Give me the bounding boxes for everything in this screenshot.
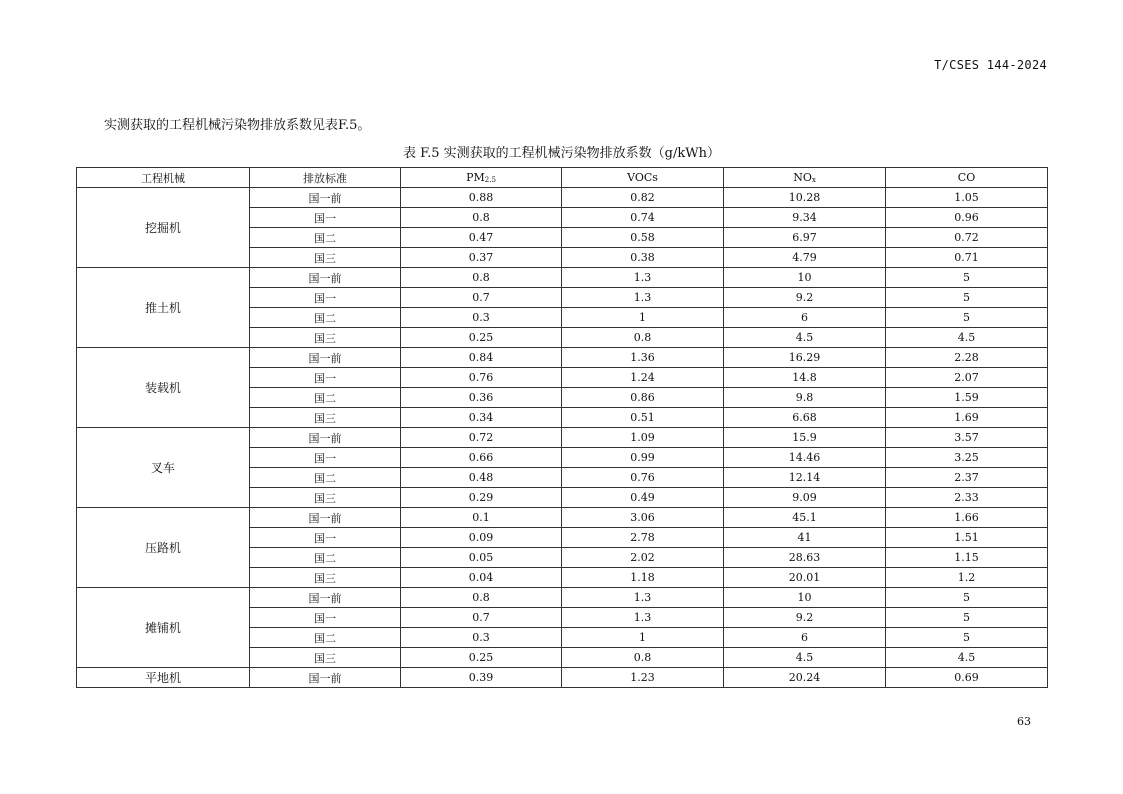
table-row (77, 428, 1048, 448)
vocs-cell: 0.38 (562, 248, 724, 268)
standard-cell: 国一 (250, 208, 401, 228)
nox-cell: 14.46 (724, 448, 886, 468)
vocs-cell: 0.8 (562, 328, 724, 348)
standard-cell: 国二 (250, 628, 401, 648)
header-co: CO (886, 168, 1048, 188)
table-row (77, 188, 1048, 208)
pm25-cell: 0.84 (401, 348, 562, 368)
machine-cell: 压路机 (77, 508, 250, 588)
pm25-cell: 0.09 (401, 528, 562, 548)
standard-cell: 国一前 (250, 428, 401, 448)
vocs-cell: 1.24 (562, 368, 724, 388)
pm25-cell: 0.05 (401, 548, 562, 568)
machine-cell: 推土机 (77, 268, 250, 348)
nox-cell: 6.97 (724, 228, 886, 248)
nox-cell: 10 (724, 588, 886, 608)
header-pm25-sub: 2.5 (484, 176, 496, 184)
header-nox (724, 168, 886, 188)
standard-cell: 国三 (250, 568, 401, 588)
pm25-cell: 0.25 (401, 328, 562, 348)
standard-cell: 国一前 (250, 188, 401, 208)
standard-cell: 国二 (250, 468, 401, 488)
co-cell: 5 (886, 628, 1048, 648)
standard-cell: 国三 (250, 648, 401, 668)
vocs-cell: 0.58 (562, 228, 724, 248)
intro-text: 实测获取的工程机械污染物排放系数见表F.5。 (104, 118, 371, 133)
nox-cell: 20.01 (724, 568, 886, 588)
pm25-cell: 0.04 (401, 568, 562, 588)
header-nox-sub: x (811, 176, 816, 184)
table-header-row (77, 168, 1048, 188)
nox-cell: 6 (724, 628, 886, 648)
standard-cell: 国三 (250, 488, 401, 508)
pm25-cell: 0.72 (401, 428, 562, 448)
vocs-cell: 0.82 (562, 188, 724, 208)
nox-cell: 16.29 (724, 348, 886, 368)
vocs-cell: 0.51 (562, 408, 724, 428)
standard-cell: 国三 (250, 408, 401, 428)
co-cell: 1.15 (886, 548, 1048, 568)
vocs-cell: 1.3 (562, 588, 724, 608)
standard-cell: 国一 (250, 528, 401, 548)
co-cell: 0.96 (886, 208, 1048, 228)
co-cell: 1.51 (886, 528, 1048, 548)
co-cell: 1.2 (886, 568, 1048, 588)
pm25-cell: 0.8 (401, 208, 562, 228)
nox-cell: 4.5 (724, 328, 886, 348)
table-caption: 表 F.5 实测获取的工程机械污染物排放系数（g/kWh） (403, 146, 720, 161)
standard-cell: 国一 (250, 608, 401, 628)
vocs-cell: 1.23 (562, 668, 724, 688)
standard-cell: 国二 (250, 228, 401, 248)
co-cell: 1.05 (886, 188, 1048, 208)
machine-cell: 摊铺机 (77, 588, 250, 668)
pm25-cell: 0.1 (401, 508, 562, 528)
emission-factor-table (76, 167, 1048, 688)
nox-cell: 28.63 (724, 548, 886, 568)
vocs-cell: 0.8 (562, 648, 724, 668)
pm25-cell: 0.34 (401, 408, 562, 428)
pm25-cell: 0.7 (401, 608, 562, 628)
nox-cell: 9.34 (724, 208, 886, 228)
header-pm25-base: PM (466, 171, 485, 184)
co-cell: 2.07 (886, 368, 1048, 388)
co-cell: 2.28 (886, 348, 1048, 368)
header-pm25 (401, 168, 562, 188)
header-machine: 工程机械 (77, 168, 250, 188)
co-cell: 4.5 (886, 328, 1048, 348)
nox-cell: 45.1 (724, 508, 886, 528)
nox-cell: 12.14 (724, 468, 886, 488)
co-cell: 5 (886, 288, 1048, 308)
standard-cell: 国一前 (250, 348, 401, 368)
table-row (77, 588, 1048, 608)
vocs-cell: 1.36 (562, 348, 724, 368)
standard-cell: 国三 (250, 328, 401, 348)
table-row (77, 668, 1048, 688)
vocs-cell: 0.86 (562, 388, 724, 408)
table-row (77, 508, 1048, 528)
standard-cell: 国一前 (250, 508, 401, 528)
nox-cell: 41 (724, 528, 886, 548)
pm25-cell: 0.48 (401, 468, 562, 488)
machine-cell: 叉车 (77, 428, 250, 508)
pm25-cell: 0.36 (401, 388, 562, 408)
pm25-cell: 0.88 (401, 188, 562, 208)
standard-code: T/CSES 144-2024 (934, 58, 1047, 72)
pm25-cell: 0.29 (401, 488, 562, 508)
vocs-cell: 2.02 (562, 548, 724, 568)
pm25-cell: 0.8 (401, 268, 562, 288)
header-vocs: VOCs (562, 168, 724, 188)
standard-cell: 国二 (250, 548, 401, 568)
co-cell: 3.25 (886, 448, 1048, 468)
nox-cell: 10.28 (724, 188, 886, 208)
standard-cell: 国一前 (250, 588, 401, 608)
pm25-cell: 0.7 (401, 288, 562, 308)
standard-cell: 国一前 (250, 668, 401, 688)
nox-cell: 4.5 (724, 648, 886, 668)
machine-cell: 装载机 (77, 348, 250, 428)
co-cell: 3.57 (886, 428, 1048, 448)
table-row (77, 348, 1048, 368)
co-cell: 5 (886, 268, 1048, 288)
vocs-cell: 0.76 (562, 468, 724, 488)
header-standard: 排放标准 (250, 168, 401, 188)
vocs-cell: 1.3 (562, 608, 724, 628)
pm25-cell: 0.3 (401, 308, 562, 328)
co-cell: 5 (886, 608, 1048, 628)
vocs-cell: 1.18 (562, 568, 724, 588)
vocs-cell: 1.3 (562, 288, 724, 308)
co-cell: 5 (886, 588, 1048, 608)
vocs-cell: 1 (562, 628, 724, 648)
standard-cell: 国一 (250, 448, 401, 468)
pm25-cell: 0.25 (401, 648, 562, 668)
co-cell: 2.37 (886, 468, 1048, 488)
pm25-cell: 0.39 (401, 668, 562, 688)
co-cell: 0.71 (886, 248, 1048, 268)
table-row (77, 268, 1048, 288)
machine-cell: 挖掘机 (77, 188, 250, 268)
standard-cell: 国二 (250, 308, 401, 328)
co-cell: 0.69 (886, 668, 1048, 688)
pm25-cell: 0.8 (401, 588, 562, 608)
vocs-cell: 2.78 (562, 528, 724, 548)
standard-cell: 国三 (250, 248, 401, 268)
co-cell: 0.72 (886, 228, 1048, 248)
table-body (77, 188, 1048, 688)
vocs-cell: 1 (562, 308, 724, 328)
vocs-cell: 0.74 (562, 208, 724, 228)
vocs-cell: 1.3 (562, 268, 724, 288)
co-cell: 1.69 (886, 408, 1048, 428)
vocs-cell: 0.49 (562, 488, 724, 508)
nox-cell: 20.24 (724, 668, 886, 688)
nox-cell: 14.8 (724, 368, 886, 388)
pm25-cell: 0.47 (401, 228, 562, 248)
nox-cell: 10 (724, 268, 886, 288)
nox-cell: 15.9 (724, 428, 886, 448)
nox-cell: 4.79 (724, 248, 886, 268)
nox-cell: 9.2 (724, 608, 886, 628)
co-cell: 1.59 (886, 388, 1048, 408)
co-cell: 2.33 (886, 488, 1048, 508)
co-cell: 4.5 (886, 648, 1048, 668)
co-cell: 1.66 (886, 508, 1048, 528)
pm25-cell: 0.76 (401, 368, 562, 388)
pm25-cell: 0.3 (401, 628, 562, 648)
machine-cell: 平地机 (77, 668, 250, 688)
co-cell: 5 (886, 308, 1048, 328)
standard-cell: 国一 (250, 288, 401, 308)
standard-cell: 国一 (250, 368, 401, 388)
header-nox-base: NO (793, 171, 812, 184)
nox-cell: 6.68 (724, 408, 886, 428)
nox-cell: 9.2 (724, 288, 886, 308)
pm25-cell: 0.37 (401, 248, 562, 268)
nox-cell: 9.8 (724, 388, 886, 408)
page-number: 63 (1017, 715, 1031, 728)
vocs-cell: 0.99 (562, 448, 724, 468)
standard-cell: 国一前 (250, 268, 401, 288)
standard-cell: 国二 (250, 388, 401, 408)
pm25-cell: 0.66 (401, 448, 562, 468)
vocs-cell: 1.09 (562, 428, 724, 448)
vocs-cell: 3.06 (562, 508, 724, 528)
nox-cell: 9.09 (724, 488, 886, 508)
nox-cell: 6 (724, 308, 886, 328)
